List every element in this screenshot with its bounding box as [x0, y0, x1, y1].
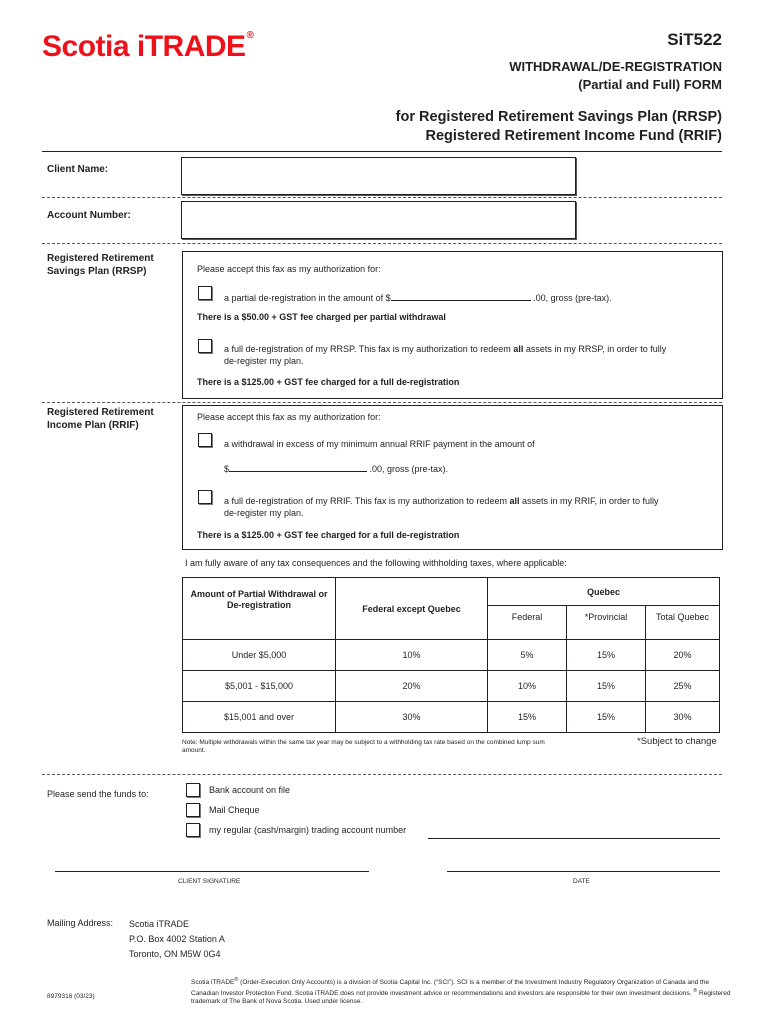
rrsp-full-text-a: a full de-registration of my RRSP. This fax is my authorization to redeem [224, 344, 511, 354]
rrif-full-fee: There is a $125.00 + GST fee charged for a full de-registration [197, 530, 460, 540]
disclaimer-reg-mark: ® [234, 977, 239, 983]
client-name-field[interactable] [181, 157, 576, 195]
rrsp-partial-amount-field[interactable] [391, 291, 531, 301]
funds-bank-label: Bank account on file [209, 785, 291, 795]
cell-federal-except: 10% [336, 640, 488, 671]
cell-provincial: 15% [567, 640, 646, 671]
trading-account-number-field[interactable] [428, 838, 720, 839]
rrif-full-option [224, 495, 714, 519]
cell-federal: 10% [488, 671, 567, 702]
funds-label: Please send the funds to: [47, 789, 149, 799]
rrif-withdrawal-amount-line [224, 462, 448, 475]
cell-amount: $5,001 - $15,000 [183, 671, 336, 702]
header-provincial: *Provincial [567, 606, 646, 640]
cell-amount: $15,001 and over [183, 702, 336, 733]
header-federal: Federal [488, 606, 567, 640]
cell-provincial: 15% [567, 671, 646, 702]
header-total-quebec: Total Quebec [646, 606, 720, 640]
header-quebec: Quebec [488, 578, 720, 606]
funds-cheque-checkbox[interactable] [186, 803, 200, 817]
rrsp-full-fee: There is a $125.00 + GST fee charged for a full de-registration [197, 377, 460, 387]
date-label: DATE [573, 878, 590, 885]
cell-federal: 15% [488, 702, 567, 733]
scotia-itrade-logo [42, 30, 253, 64]
disclaimer-brand: Scotia iTRADE [191, 979, 235, 987]
header-divider [42, 151, 722, 152]
funds-bank-checkbox[interactable] [186, 783, 200, 797]
cell-amount: Under $5,000 [183, 640, 336, 671]
header-federal-except-quebec: Federal except Quebec [336, 578, 488, 640]
account-number-label: Account Number: [47, 210, 131, 221]
rrsp-label: Registered Retirement Savings Plan (RRSP) [47, 253, 154, 277]
disclaimer-body: (Order-Execution Only Accounts) is a division of Scotia Capital Inc. (“SCI”). SCI is a member of the Investment Industry Regulatory Organization of Canada and the Canadian Investor Protection Fund. Scotia iTRADE does not provide investment advice or recommendations and investors are responsible for their own investment decisions. [191, 979, 710, 998]
rrsp-partial-fee: There is a $50.00 + GST fee charged per partial withdrawal [197, 312, 446, 322]
rrif-withdrawal-text: a withdrawal in excess of my minimum annual RRIF payment in the amount of [224, 439, 535, 449]
rrsp-intro: Please accept this fax as my authorization for: [197, 264, 381, 274]
mailing-line3: Toronto, ON M5W 0G4 [129, 949, 221, 959]
cell-total: 30% [646, 702, 720, 733]
funds-cheque-label: Mail Cheque [209, 805, 260, 815]
form-subtitle [396, 108, 722, 146]
date-line[interactable] [447, 871, 720, 872]
cell-federal: 5% [488, 640, 567, 671]
disclaimer-reg-mark-2: ® [693, 988, 698, 995]
client-signature-line[interactable] [55, 871, 369, 872]
rrif-full-text-a: a full de-registration of my RRIF. This fax is my authorization to redeem [224, 496, 507, 506]
cell-total: 25% [646, 671, 720, 702]
rrsp-partial-option [224, 291, 612, 304]
tax-intro: I am fully aware of any tax consequences and the following withholding taxes, where applicable: [185, 558, 567, 568]
header-amount: Amount of Partial Withdrawal or De-registration [183, 578, 336, 640]
form-title-line1: WITHDRAWAL/DE-REGISTRATION [509, 59, 722, 74]
form-code: 8979316 (03/23) [47, 993, 95, 1000]
cell-provincial: 15% [567, 702, 646, 733]
account-divider [42, 243, 722, 244]
subject-to-change: *Subject to change [637, 736, 717, 747]
table-row [183, 640, 720, 671]
table-divider [42, 774, 722, 775]
cell-federal-except: 30% [336, 702, 488, 733]
logo-text: Scotia iTRADE [42, 30, 246, 63]
rrsp-full-checkbox[interactable] [198, 339, 212, 353]
withholding-tax-table [182, 577, 720, 733]
rrif-full-checkbox[interactable] [198, 490, 212, 504]
funds-trading-account-checkbox[interactable] [186, 823, 200, 837]
rrif-full-text-bold: all [509, 496, 520, 506]
rrif-label: Registered Retirement Income Plan (RRIF) [47, 407, 154, 431]
rrsp-full-option [224, 343, 714, 367]
form-title-line2: (Partial and Full) FORM [578, 77, 722, 92]
disclaimer-trademark: Registered trademark of The Bank of Nova Scotia. Used under license. [191, 990, 731, 1006]
account-number-field[interactable] [181, 201, 576, 239]
funds-trading-account-label: my regular (cash/margin) trading account number [209, 825, 407, 835]
form-subtitle-line2: Registered Retirement Income Fund (RRIF) [425, 128, 722, 144]
rrif-full-text-c: de-register my plan. [224, 508, 304, 518]
mailing-address-label: Mailing Address: [47, 918, 114, 928]
client-name-label: Client Name: [47, 164, 109, 175]
table-row [183, 702, 720, 733]
rrif-full-text-b: assets in my RRIF, in order to fully [522, 496, 659, 506]
form-title [509, 58, 722, 94]
mailing-line2: P.O. Box 4002 Station A [129, 934, 225, 944]
footer-disclaimer [191, 976, 731, 1006]
mailing-address [129, 917, 225, 962]
cell-federal-except: 20% [336, 671, 488, 702]
form-subtitle-line1: for Registered Retirement Savings Plan (RRSP) [395, 109, 722, 125]
rrsp-full-text-bold: all [513, 344, 524, 354]
cell-total: 20% [646, 640, 720, 671]
rrif-withdrawal-checkbox[interactable] [198, 433, 212, 447]
rrif-withdrawal-prefix: $ [224, 464, 230, 474]
tax-note: Note: Multiple withdrawals within the same tax year may be subject to a withholding tax rate based on the combined lump sum amount. [182, 739, 545, 754]
rrsp-partial-suffix: .00, gross (pre-tax). [533, 293, 612, 303]
table-row [183, 671, 720, 702]
logo-registered-mark: ® [246, 30, 254, 41]
rrsp-partial-prefix: a partial de-registration in the amount of $ [224, 293, 391, 303]
rrsp-divider [42, 402, 722, 403]
client-signature-label: CLIENT SIGNATURE [178, 878, 241, 885]
rrif-withdrawal-amount-field[interactable] [229, 462, 367, 472]
rrif-intro: Please accept this fax as my authorization for: [197, 412, 381, 422]
rrsp-partial-checkbox[interactable] [198, 286, 212, 300]
mailing-line1: Scotia iTRADE [129, 919, 190, 929]
rrsp-full-text-c: de-register my plan. [224, 356, 304, 366]
form-number: SiT522 [667, 30, 722, 49]
client-divider [42, 197, 722, 198]
rrif-withdrawal-suffix: .00, gross (pre-tax). [369, 464, 449, 474]
rrsp-full-text-b: assets in my RRSP, in order to fully [525, 344, 667, 354]
